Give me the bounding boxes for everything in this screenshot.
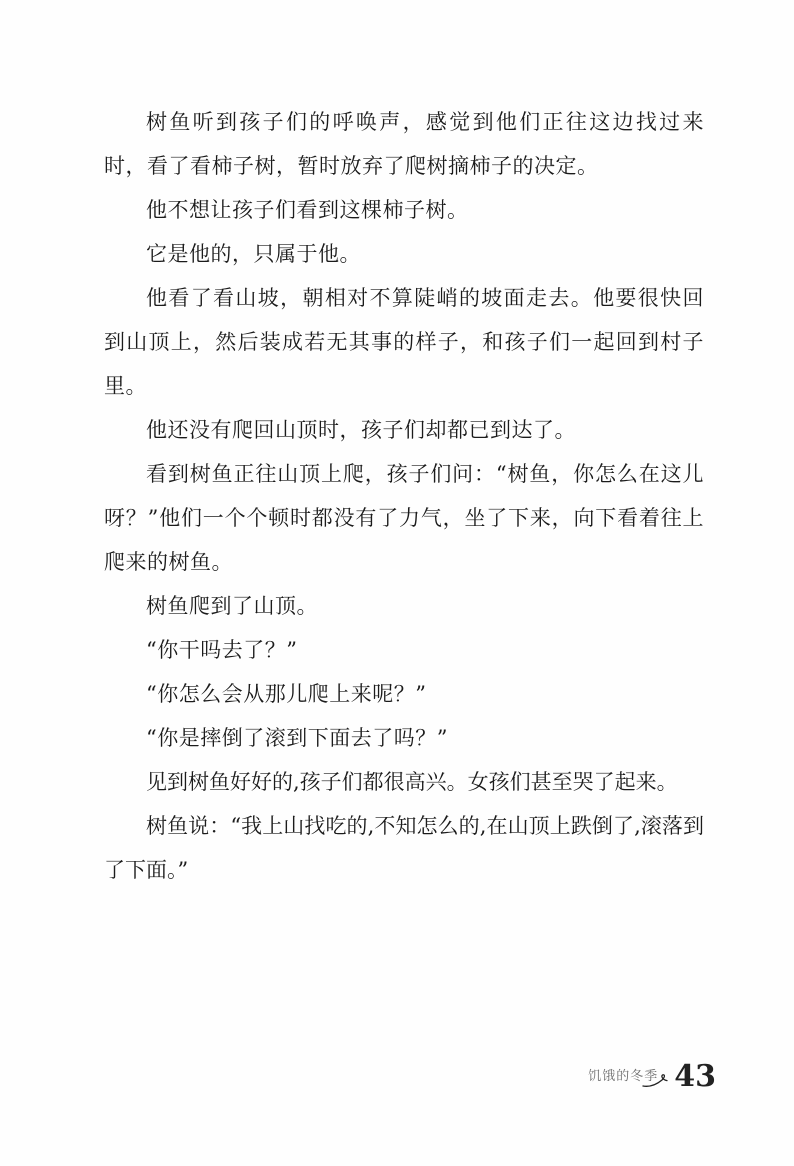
paragraph: 他不想让孩子们看到这棵柿子树。 xyxy=(146,198,469,222)
paragraph: “你干吗去了？” xyxy=(146,638,298,662)
page-number-text: 43 xyxy=(674,1059,716,1094)
page-body xyxy=(104,100,704,892)
paragraph: 树鱼说：“我上山找吃的,不知怎么的,在山顶上跌倒了,滚落到了下面。” xyxy=(104,814,704,882)
paragraph: 见到树鱼好好的,孩子们都很高兴。女孩们甚至哭了起来。 xyxy=(146,770,678,794)
paragraph: 他看了看山坡，朝相对不算陡峭的坡面走去。他要很快回到山顶上，然后装成若无其事的样子，和孩子们一起回到村子里。 xyxy=(104,286,704,398)
page-number xyxy=(668,1059,716,1094)
paragraph: “你怎么会从那儿爬上来呢？” xyxy=(146,682,427,706)
paragraph: 树鱼爬到了山顶。 xyxy=(146,594,318,618)
running-chapter-title: 饥饿的冬季 xyxy=(588,1069,659,1084)
swash-flourish-icon xyxy=(642,1074,668,1088)
paragraph: 树鱼听到孩子们的呼唤声，感觉到他们正往这边找过来时，看了看柿子树，暂时放弃了爬树摘柿子的决定。 xyxy=(104,110,704,178)
paragraph: 他还没有爬回山顶时，孩子们却都已到达了。 xyxy=(146,418,576,442)
page-footer xyxy=(0,1052,794,1092)
paragraph: “你是摔倒了滚到下面去了吗？” xyxy=(146,726,448,750)
footer-inner xyxy=(588,1059,716,1094)
paragraph: 它是他的，只属于他。 xyxy=(146,242,361,266)
paragraph: 看到树鱼正往山顶上爬，孩子们问：“树鱼，你怎么在这儿呀？”他们一个个顿时都没有了力气，坐了下来，向下看着往上爬来的树鱼。 xyxy=(104,462,704,574)
